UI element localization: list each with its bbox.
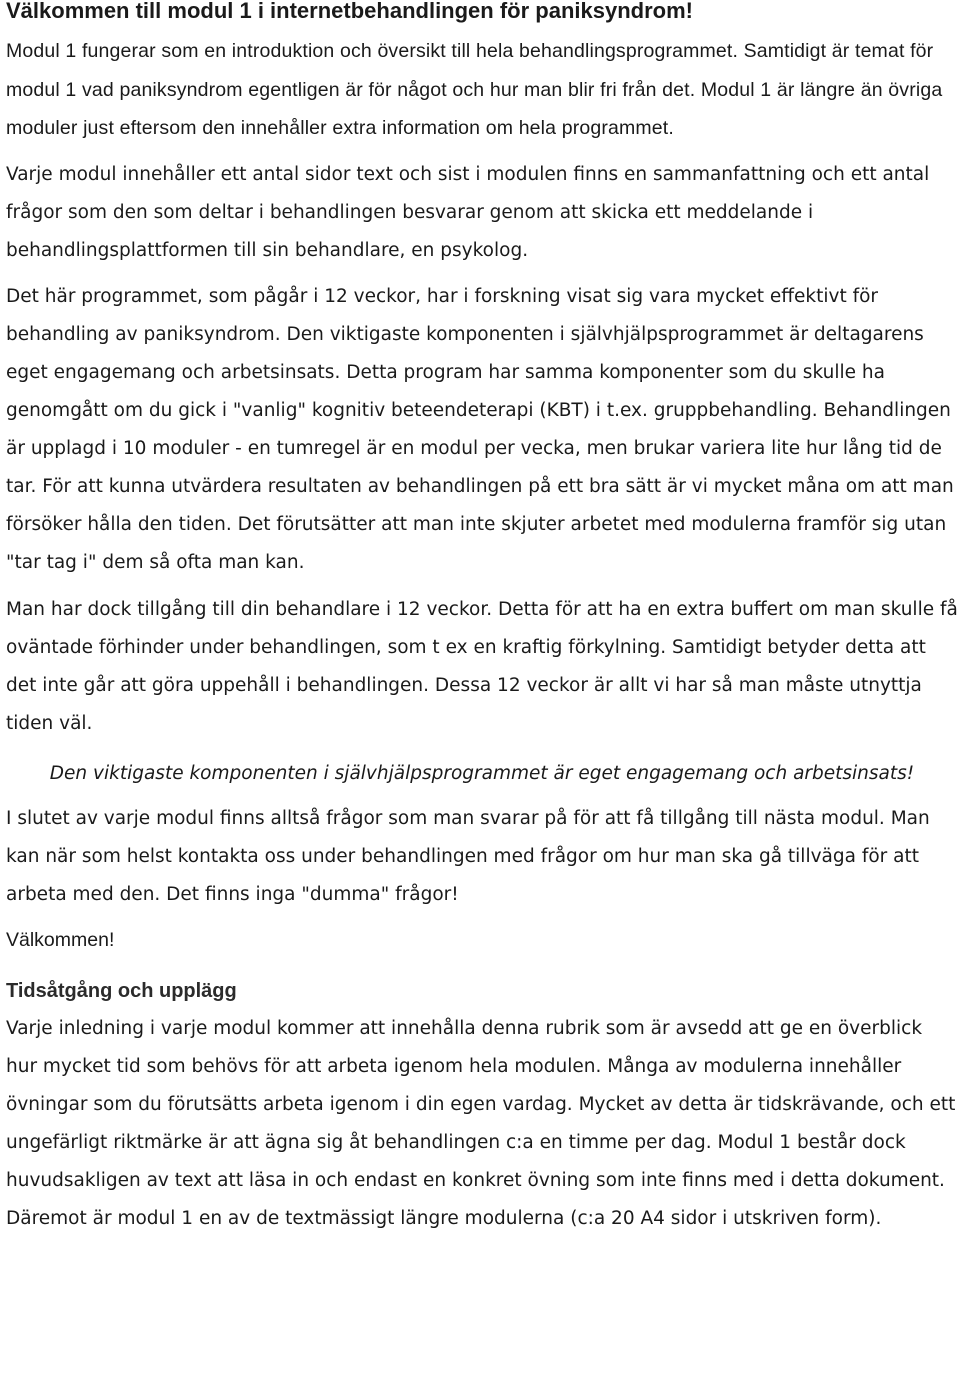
welcome-text: Välkommen! xyxy=(6,928,115,951)
questions-paragraph: I slutet av varje modul finns alltså frågor som man svarar på för att få tillgång till nästa modul. Man kan när som helst kontakta oss under behandlingen med frågor om hur man ska gå tillväga för att arbeta med den. Det finns inga "dumma" frågor! xyxy=(6,807,930,905)
section-heading: Tidsåtgång och upplägg xyxy=(6,979,237,1002)
module-structure-paragraph: Varje modul innehåller ett antal sidor text och sist i modulen finns en sammanfattning och ett antal frågor som den som deltar i behandlingen besvarar genom att skicka ett meddelande i behandlingsplattformen till sin behandlare, en psykolog. xyxy=(6,163,930,261)
emphasis-quote: Den viktigaste komponenten i självhjälpsprogrammet är eget engagemang och arbetsinsats! xyxy=(49,762,915,784)
time-paragraph: Varje inledning i varje modul kommer att innehålla denna rubrik som är avsedd att ge en överblick hur mycket tid som behövs för att arbeta igenom hela modulen. Många av modulerna innehåller övningar som du förutsätts arbeta igenom i din egen vardag. Mycket av detta är tidskrävande, och ett ungefärligt riktmärke är att ägna sig åt behandlingen c:a en timme per dag. Modul 1 består dock huvudsakligen av text att läsa in och endast en konkret övning som inte finns med i detta dokument. Däremot är modul 1 en av de textmässigt längre modulerna (c:a 20 A4 sidor i utskriven form). xyxy=(6,1017,956,1229)
therapist-access-paragraph: Man har dock tillgång till din behandlare i 12 veckor. Detta för att ha en extra buffert om man skulle få oväntade förhinder under behandlingen, som t ex en kraftig förkylning. Samtidigt betyder detta att det inte går att göra uppehåll i behandlingen. Dessa 12 veckor är allt vi har så man måste utnyttja tiden väl. xyxy=(6,598,958,734)
document-page xyxy=(6,0,958,1238)
intro-paragraph: Modul 1 fungerar som en introduktion och översikt till hela behandlingsprogrammet. Samtidigt är temat för modul 1 vad paniksyndrom egentligen är för något och hur man blir fri från det. Modul 1 är längre än övriga moduler just eftersom den innehåller extra information om hela programmet. xyxy=(6,40,943,139)
page-title: Välkommen till modul 1 i internetbehandlingen för paniksyndrom! xyxy=(6,0,693,23)
program-description-paragraph: Det här programmet, som pågår i 12 veckor, har i forskning visat sig vara mycket effektivt för behandling av paniksyndrom. Den viktigaste komponenten i självhjälpsprogrammet är deltagarens eget engagemang och arbetsinsats. Detta program har samma komponenter som du skulle ha genomgått om du gick i "vanlig" kognitiv beteendeterapi (KBT) i t.ex. gruppbehandling. Behandlingen är upplagd i 10 moduler - en tumregel är en modul per vecka, men brukar variera lite hur lång tid de tar. För att kunna utvärdera resultaten av behandlingen på ett bra sätt är vi mycket måna om att man försöker hålla den tiden. Det förutsätter att man inte skjuter arbetet med modulerna framför sig utan "tar tag i" dem så ofta man kan. xyxy=(6,285,954,573)
